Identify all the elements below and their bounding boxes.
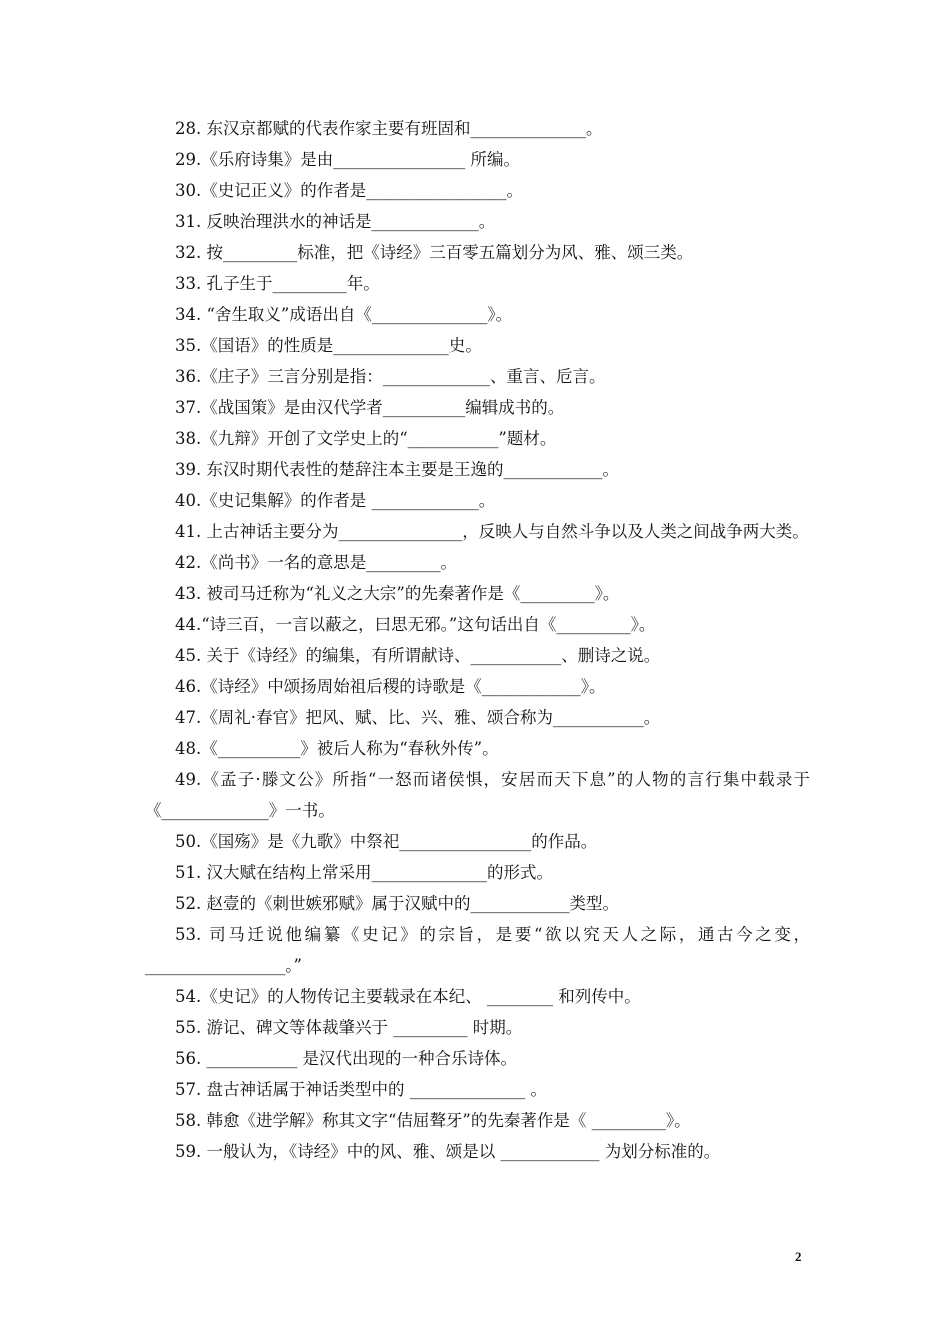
question-item: 48.《__________》被后人称为“春秋外传”。 bbox=[175, 739, 499, 758]
question-item: 30.《史记正义》的作者是_________________。 bbox=[175, 181, 523, 200]
question-item: 41. 上古神话主要分为_______________，反映人与自然斗争以及人类之间战争两大类。 bbox=[175, 522, 809, 541]
question-item: 43. 被司马迁称为“礼义之大宗”的先秦著作是《_________》。 bbox=[175, 584, 620, 603]
question-item: 34. “舍生取义”成语出自《______________》。 bbox=[175, 305, 513, 324]
question-list bbox=[145, 113, 810, 1167]
question-item: 29.《乐府诗集》是由________________ 所编。 bbox=[175, 150, 520, 169]
page-number: 2 bbox=[795, 1249, 802, 1264]
question-item: 31. 反映治理洪水的神话是_____________。 bbox=[175, 212, 496, 231]
question-item: 46.《诗经》中颂扬周始祖后稷的诗歌是《____________》。 bbox=[175, 677, 606, 696]
question-item: 51. 汉大赋在结构上常采用______________的形式。 bbox=[175, 863, 553, 882]
question-item: 40.《史记集解》的作者是 _____________。 bbox=[175, 491, 496, 510]
question-item: 32. 按_________标准，把《诗经》三百零五篇划分为风、雅、颂三类。 bbox=[175, 243, 694, 262]
question-item: 54.《史记》的人物传记主要载录在本纪、 ________ 和列传中。 bbox=[175, 987, 641, 1006]
question-item: 37.《战国策》是由汉代学者__________编辑成书的。 bbox=[175, 398, 565, 417]
question-item: 47.《周礼·春官》把风、赋、比、兴、雅、颂合称为___________。 bbox=[175, 708, 661, 727]
question-item: 59. 一般认为，《诗经》中的风、雅、颂是以 ____________ 为划分标准的。 bbox=[175, 1142, 721, 1161]
question-item: 35.《国语》的性质是______________史。 bbox=[175, 336, 482, 355]
question-item: 36.《庄子》三言分别是指：_____________、重言、卮言。 bbox=[175, 367, 606, 386]
question-item: 49.《孟子·滕文公》所指“一怒而诸侯惧，安居而天下息”的人物的言行集中载录于《_____________》一书。 bbox=[145, 770, 810, 820]
question-item: 39. 东汉时期代表性的楚辞注本主要是王逸的____________。 bbox=[175, 460, 619, 479]
question-item: 52. 赵壹的《刺世嫉邪赋》属于汉赋中的____________类型。 bbox=[175, 894, 619, 913]
question-item: 50.《国殇》是《九歌》中祭祀________________的作品。 bbox=[175, 832, 598, 851]
question-item: 33. 孔子生于_________年。 bbox=[175, 274, 380, 293]
question-item: 53. 司马迁说他编纂《史记》的宗旨，是要“欲以究天人之际，通古今之变，_________________。” bbox=[145, 925, 810, 975]
question-item: 28. 东汉京都赋的代表作家主要有班固和______________。 bbox=[175, 119, 603, 138]
question-item: 58. 韩愈《进学解》称其文字“佶屈聱牙”的先秦著作是《 _________》。 bbox=[175, 1111, 691, 1130]
question-item: 57. 盘古神话属于神话类型中的 ______________ 。 bbox=[175, 1080, 547, 1099]
question-item: 55. 游记、碑文等体裁肇兴于 _________ 时期。 bbox=[175, 1018, 523, 1037]
question-item: 45. 关于《诗经》的编集，有所谓献诗、___________、删诗之说。 bbox=[175, 646, 661, 665]
question-item: 38.《九辩》开创了文学史上的“___________”题材。 bbox=[175, 429, 557, 448]
question-item: 42.《尚书》一名的意思是_________。 bbox=[175, 553, 457, 572]
question-item: 56. ___________ 是汉代出现的一种合乐诗体。 bbox=[175, 1049, 517, 1068]
question-item: 44.“诗三百，一言以蔽之，曰思无邪。”这句话出自《_________》。 bbox=[175, 615, 656, 634]
